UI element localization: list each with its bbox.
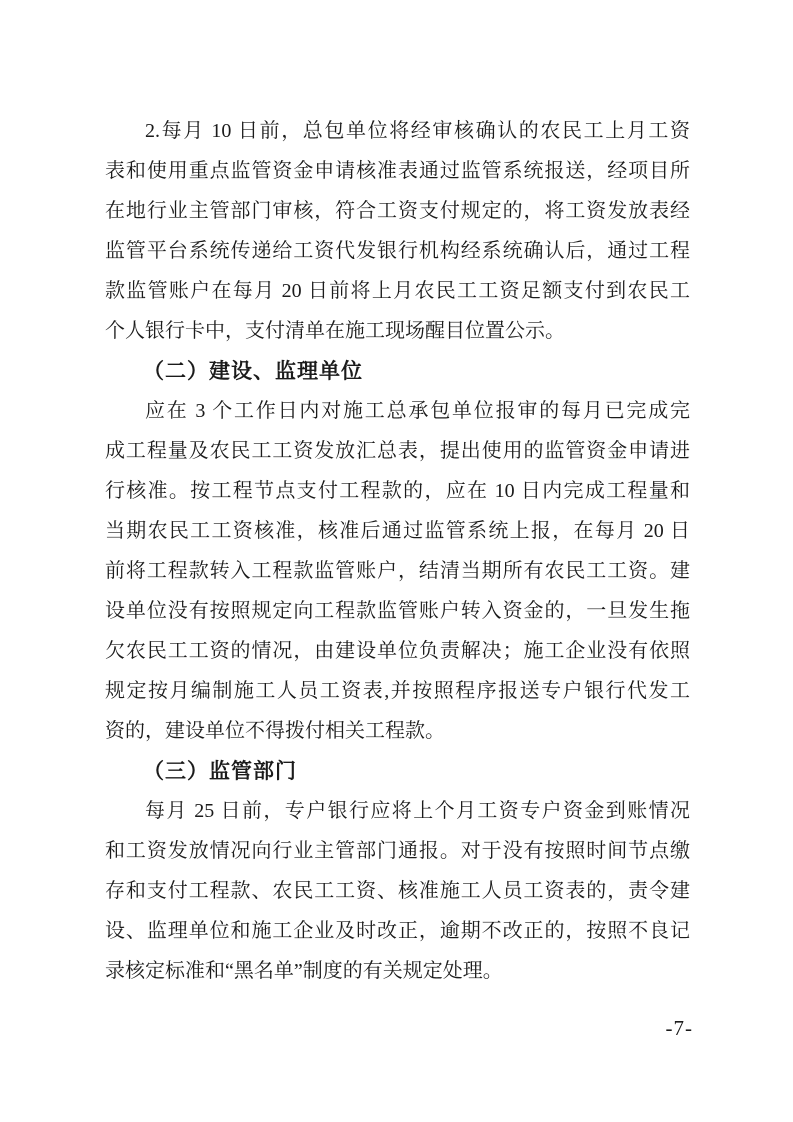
text-line: 款监管账户在每月 20 日前将上月农民工工资足额支付到农民工 <box>105 280 690 302</box>
text-line: 行核准。按工程节点支付工程款的，应在 10 日内完成工程量和 <box>105 480 690 502</box>
paragraph <box>105 391 690 751</box>
paragraph <box>105 791 690 991</box>
text-line: 资的，建设单位不得拨付相关工程款。 <box>105 720 445 742</box>
text-line: 存和支付工程款、农民工工资、核准施工人员工资表的，责令建 <box>105 880 690 902</box>
text-line: 应在 3 个工作日内对施工总承包单位报审的每月已完成完 <box>145 400 690 422</box>
text-line: 在地行业主管部门审核，符合工资支付规定的，将工资发放表经 <box>105 200 690 222</box>
text-line: 设单位没有按照规定向工程款监管账户转入资金的，一旦发生拖 <box>105 600 690 622</box>
text-line: 每月 25 日前，专户银行应将上个月工资专户资金到账情况 <box>145 800 690 822</box>
text-line: 规定按月编制施工人员工资表,并按照程序报送专户银行代发工 <box>105 680 690 702</box>
text-line: 录核定标准和“黑名单”制度的有关规定处理。 <box>105 960 503 982</box>
page-number: -7- <box>665 1016 693 1040</box>
text-line: 欠农民工工资的情况，由建设单位负责解决；施工企业没有依照 <box>105 640 690 662</box>
text-line: 和工资发放情况向行业主管部门通报。对于没有按照时间节点缴 <box>105 840 690 862</box>
text-line: 监管平台系统传递给工资代发银行机构经系统确认后，通过工程 <box>105 240 690 262</box>
section-heading: （三）监管部门 <box>143 759 297 783</box>
text-line: 个人银行卡中，支付清单在施工现场醒目位置公示。 <box>105 320 565 342</box>
paragraph <box>105 111 690 351</box>
section-heading: （二）建设、监理单位 <box>143 359 363 383</box>
text-line: 表和使用重点监管资金申请核准表通过监管系统报送，经项目所 <box>105 160 690 182</box>
text-line: 当期农民工工资核准，核准后通过监管系统上报，在每月 20 日 <box>105 520 690 542</box>
text-line: 成工程量及农民工工资发放汇总表，提出使用的监管资金申请进 <box>105 440 690 462</box>
text-line: 前将工程款转入工程款监管账户，结清当期所有农民工工资。建 <box>105 560 690 582</box>
text-line: 设、监理单位和施工企业及时改正，逾期不改正的，按照不良记 <box>105 920 690 942</box>
text-line: 2.每月 10 日前，总包单位将经审核确认的农民工上月工资 <box>145 120 690 142</box>
document-body <box>105 111 690 991</box>
